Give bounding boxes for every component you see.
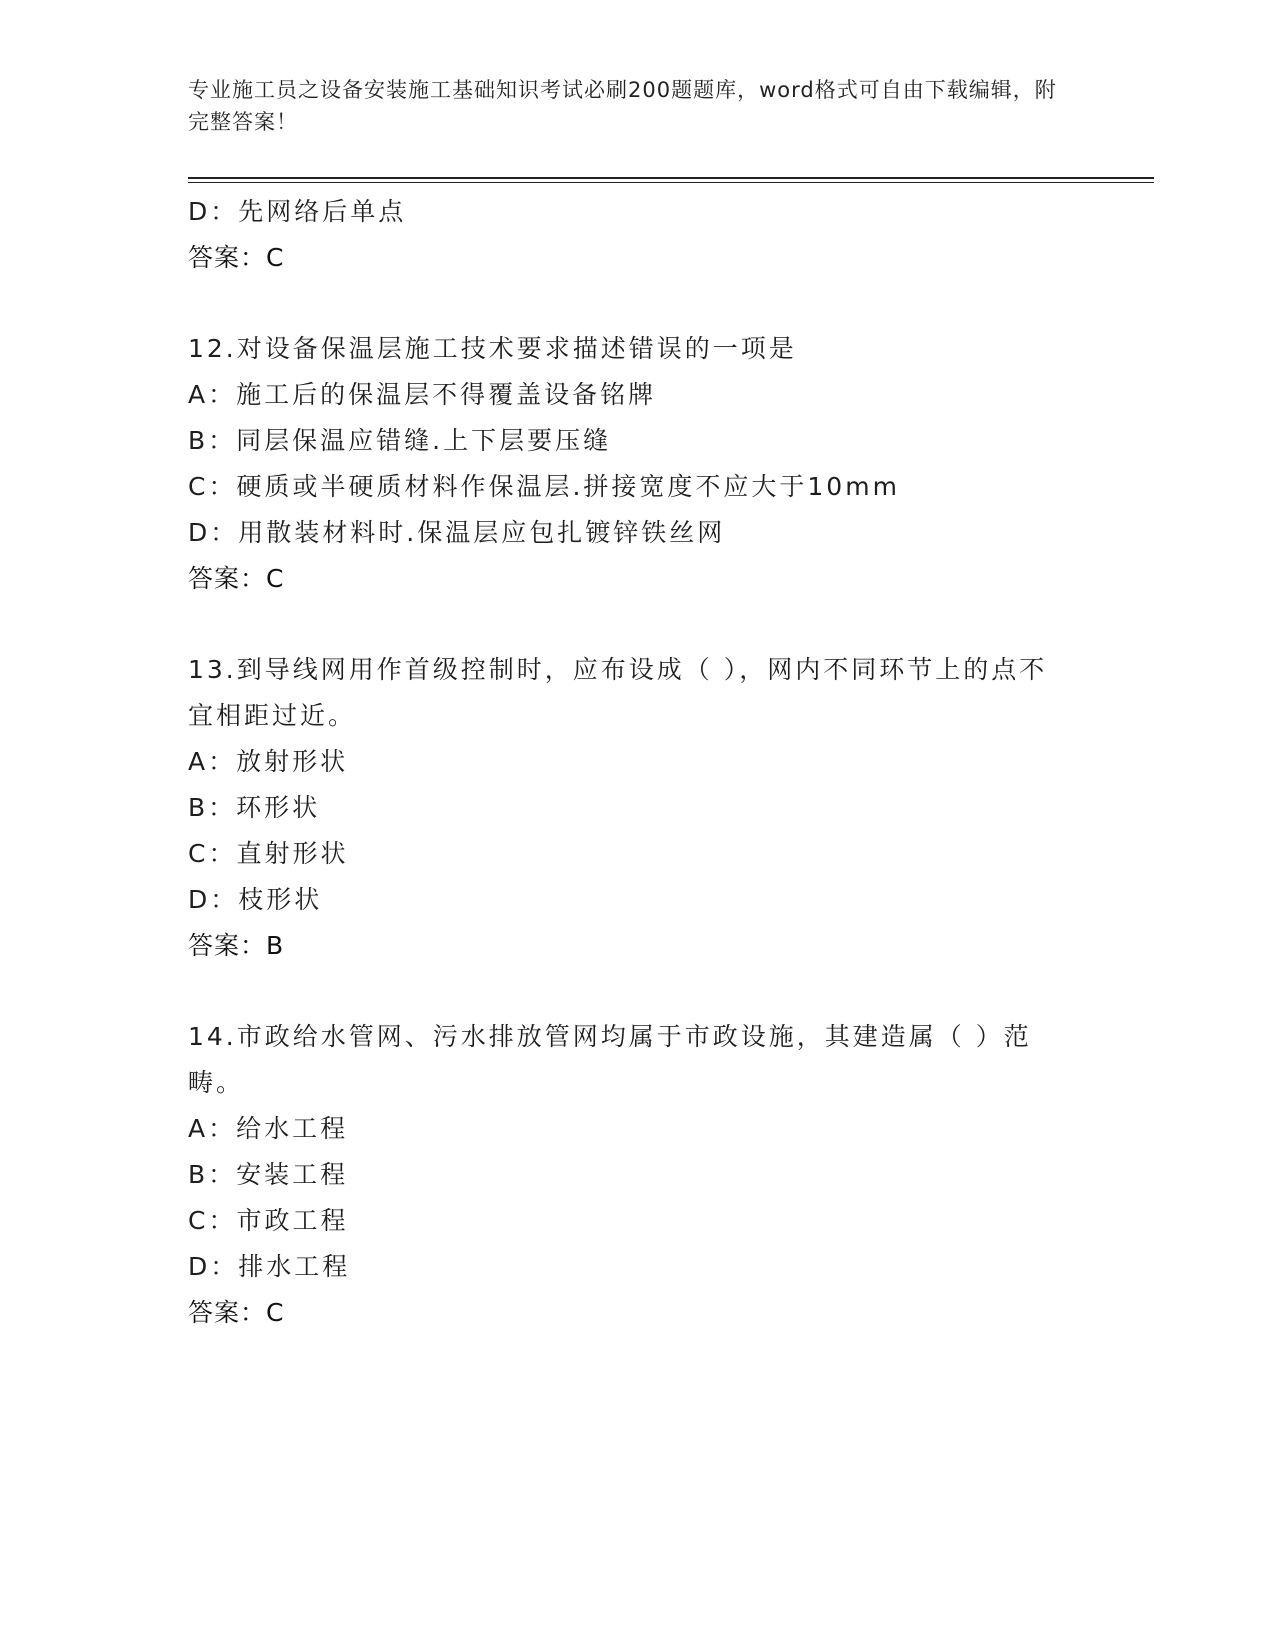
answer: 答案：B (188, 931, 285, 960)
document-body (188, 189, 1088, 1336)
option-b: B：安装工程 (188, 1160, 349, 1189)
option-a: A：给水工程 (188, 1114, 349, 1143)
header-divider (188, 177, 1154, 179)
question-stem: 14.市政给水管网、污水排放管网均属于市政设施，其建造属（ ）范畴。 (188, 1022, 1032, 1097)
answer: 答案：C (188, 1298, 285, 1327)
option-c: C：直射形状 (188, 839, 349, 868)
question-14 (188, 1014, 1088, 1336)
prev-option-d: D：先网络后单点 (188, 197, 407, 226)
question-stem: 13.到导线网用作首级控制时，应布设成（ ），网内不同环节上的点不宜相距过近。 (188, 655, 1048, 730)
header-divider-thin (188, 182, 1154, 183)
question-stem: 12.对设备保温层施工技术要求描述错误的一项是 (188, 334, 797, 363)
document-header: 专业施工员之设备安装施工基础知识考试必刷200题题库，word格式可自由下载编辑，附完整答案！ (188, 78, 1057, 134)
question-13 (188, 647, 1088, 969)
option-c: C：硬质或半硬质材料作保温层.拼接宽度不应大于10mm (188, 472, 900, 501)
option-d: D：排水工程 (188, 1252, 351, 1281)
option-a: A：施工后的保温层不得覆盖设备铭牌 (188, 380, 657, 409)
option-b: B：环形状 (188, 793, 321, 822)
question-12 (188, 326, 1088, 602)
answer: 答案：C (188, 564, 285, 593)
option-b: B：同层保温应错缝.上下层要压缝 (188, 426, 612, 455)
option-c: C：市政工程 (188, 1206, 349, 1235)
option-a: A：放射形状 (188, 747, 349, 776)
option-d: D：枝形状 (188, 885, 323, 914)
prev-answer: 答案：C (188, 243, 285, 272)
option-d: D：用散装材料时.保温层应包扎镀锌铁丝网 (188, 518, 726, 547)
